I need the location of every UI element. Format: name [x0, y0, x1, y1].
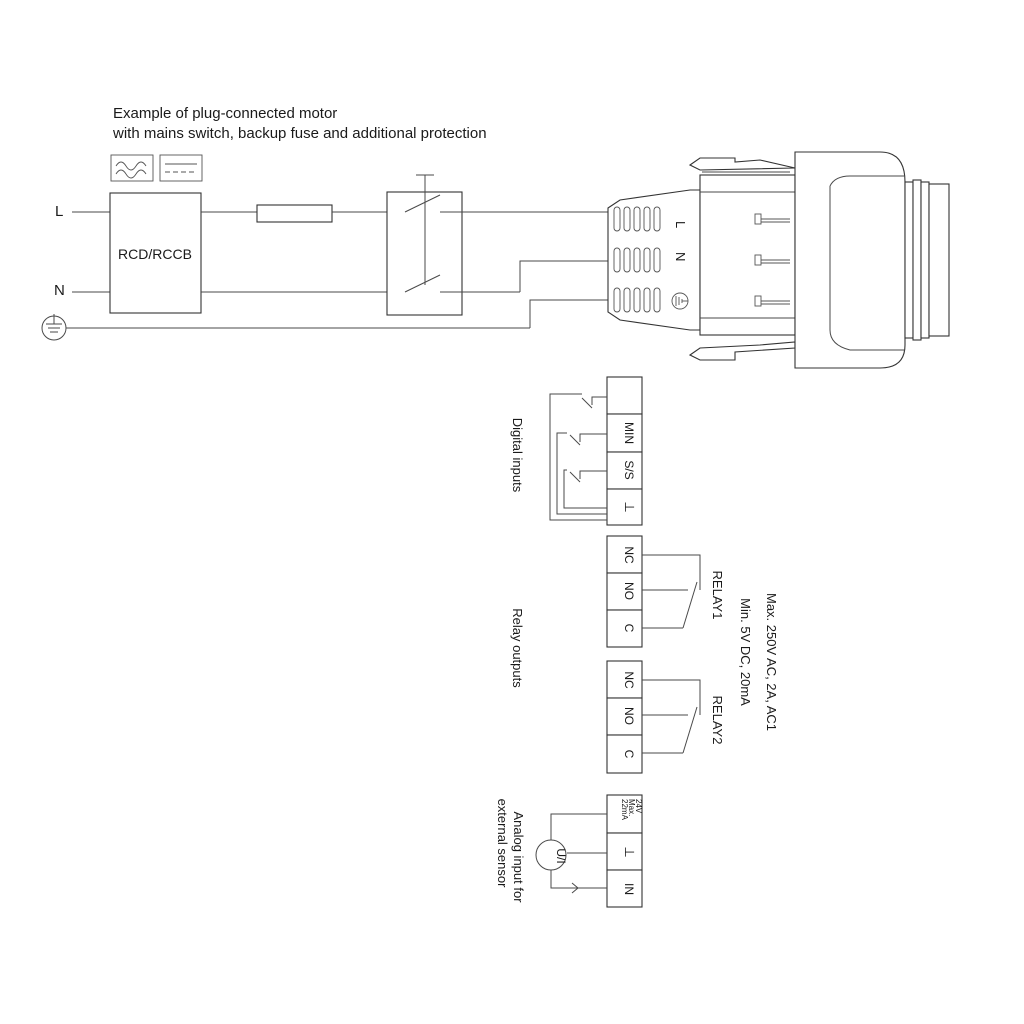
relay-rating-line1: Max. 250V AC, 2A, AC1 — [764, 592, 779, 732]
title-line-1: Example of plug-connected motor — [113, 105, 338, 122]
mains-switch — [387, 175, 608, 315]
mains-N-label: N — [54, 282, 65, 299]
relay1-block — [607, 536, 700, 647]
analog-terminal-ground: ⊥ — [622, 846, 637, 858]
wire-N-to-plug — [520, 261, 608, 292]
relay1-terminal-C: C — [622, 623, 636, 633]
relay2-terminal-NO: NO — [622, 707, 636, 725]
plug-N-label: N — [673, 252, 688, 262]
relay2-terminal-NC: NC — [622, 671, 636, 689]
di-terminal-ground: ⊥ — [622, 501, 637, 513]
plug-connector — [608, 152, 949, 368]
relay-rating-line2: Min. 5V DC, 20mA — [738, 598, 753, 706]
analog-terminal-IN: IN — [622, 883, 636, 895]
sensor-label: U/I — [554, 848, 568, 864]
analog-supply-line2: Max. — [627, 799, 636, 817]
rcd-label: RCD/RCCB — [118, 246, 192, 262]
mains-L-label: L — [55, 203, 64, 220]
analog-supply-line1: 24V — [634, 799, 643, 814]
relay1-terminal-NC: NC — [622, 546, 636, 564]
relay1-terminal-NO: NO — [622, 582, 636, 600]
dc-icon — [160, 155, 202, 181]
ac-sine-icon — [111, 155, 153, 181]
relay2-block — [607, 661, 700, 773]
wire-PE-to-plug — [530, 300, 608, 328]
relay2-terminal-C: C — [622, 749, 636, 759]
analog-caption-line1: Analog input for — [511, 811, 526, 903]
plug-L-label: L — [673, 221, 688, 229]
analog-supply-line3: 22mA — [620, 799, 629, 820]
digital-inputs-caption: Digital inputs — [510, 417, 525, 493]
analog-caption-line2: external sensor — [495, 798, 510, 888]
title-line-2: with mains switch, backup fuse and additional protection — [113, 125, 487, 142]
fuse — [257, 205, 332, 222]
relay-outputs-caption: Relay outputs — [510, 608, 525, 688]
relay2-label: RELAY2 — [710, 695, 725, 745]
relay1-label: RELAY1 — [710, 570, 725, 620]
ground-icon — [42, 314, 66, 340]
di-terminal-MIN: MIN — [622, 422, 636, 444]
di-terminal-SS: S/S — [622, 460, 636, 480]
